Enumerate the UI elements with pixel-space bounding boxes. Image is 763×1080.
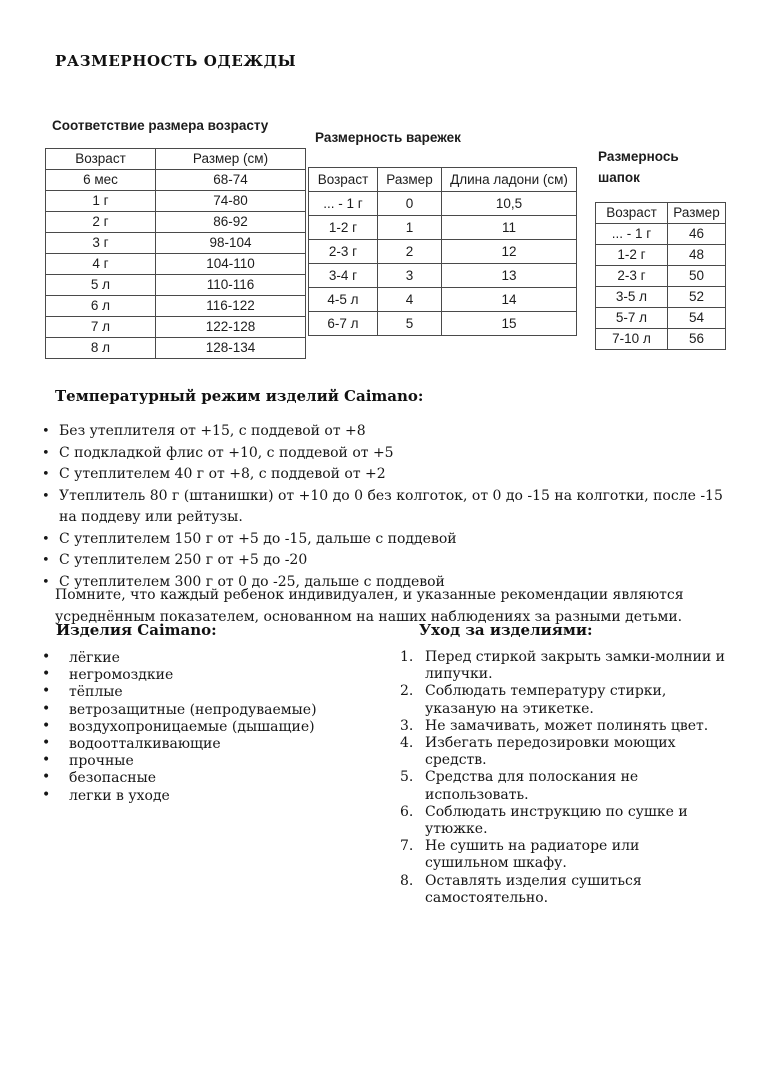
products-list [42,650,317,805]
table-cell: 14 [442,288,577,312]
list-item: • ветрозащитные (непродуваемые) [42,702,317,719]
mittens-table-title: Размерность варежек [315,130,461,145]
list-item: • безопасные [42,770,317,787]
table-row [46,317,306,338]
table-row [596,329,726,350]
list-item: Перед стиркой закрыть замки-молнии и липучки. [425,649,725,683]
table-cell: 8 л [46,338,156,359]
table-cell: 6 л [46,296,156,317]
table-row [46,338,306,359]
note-paragraph: Помните, что каждый ребенок индивидуален, и указанные рекомендации являются усреднённым показателем, основанном на наших наблюдениях за разными детьми. [55,587,684,625]
table-row [46,296,306,317]
column-header: Возраст [596,203,668,224]
table-cell: 10,5 [442,192,577,216]
table-row [309,192,577,216]
table-cell: 2 г [46,212,156,233]
table-cell: 50 [668,266,726,287]
list-item: • С утеплителем 40 г от +8, с поддевой от +2 [42,464,742,486]
table-row [596,266,726,287]
table-header-row [46,149,306,170]
list-item: • прочные [42,753,317,770]
table-cell: 98-104 [156,233,306,254]
table-cell: 54 [668,308,726,329]
hats-table [595,202,726,350]
table-cell: 46 [668,224,726,245]
size-age-table-title: Соответствие размера возрасту [52,118,269,133]
list-item: • воздухопроницаемые (дышащие) [42,719,317,736]
table-cell: 52 [668,287,726,308]
temperature-list [42,421,742,593]
table-row [46,170,306,191]
temperature-section-heading: Температурный режим изделий Caimano: [55,387,424,405]
table-cell: 15 [442,312,577,336]
list-item: • Утеплитель 80 г (штанишки) от +10 до 0 без колготок, от 0 до -15 на колготки, после -15 на поддеву или рейтузы. [42,486,742,529]
column-header: Возраст [46,149,156,170]
table-cell: 86-92 [156,212,306,233]
table-cell: ... - 1 г [596,224,668,245]
table-cell: 5-7 л [596,308,668,329]
list-item: • негромоздкие [42,667,317,684]
table-row [46,233,306,254]
table-cell: 116-122 [156,296,306,317]
table-row [596,224,726,245]
list-item: • С утеплителем 250 г от +5 до -20 [42,550,742,572]
table-row [46,212,306,233]
list-item: • лёгкие [42,650,317,667]
table-row [596,287,726,308]
hats-table-title: Размернось шапок [598,149,679,185]
list-item: Не замачивать, может полинять цвет. [425,717,709,734]
list-item: • С утеплителем 150 г от +5 до -15, дальше с поддевой [42,529,742,551]
table-cell: 12 [442,240,577,264]
table-cell: 122-128 [156,317,306,338]
list-item: • С подкладкой флис от +10, с поддевой от +5 [42,443,742,465]
table-cell: 68-74 [156,170,306,191]
table-cell: 1-2 г [596,245,668,266]
table-row [46,275,306,296]
size-age-table [45,148,306,359]
table-cell: 4 [378,288,442,312]
table-cell: 2-3 г [596,266,668,287]
table-cell: 0 [378,192,442,216]
table-cell: 3-5 л [596,287,668,308]
table-cell: 13 [442,264,577,288]
list-item: • водоотталкивающие [42,736,317,753]
table-cell: 7 л [46,317,156,338]
care-section-heading: Уход за изделиями: [419,621,593,639]
table-row [596,245,726,266]
table-row [309,240,577,264]
list-item: Не сушить на радиаторе или сушильном шкафу. [425,838,640,872]
table-row [46,254,306,275]
mittens-table [308,167,577,336]
table-cell: 11 [442,216,577,240]
table-cell: 6 мес [46,170,156,191]
table-header-row [596,203,726,224]
column-header: Размер [668,203,726,224]
table-row [596,308,726,329]
table-row [46,191,306,212]
table-cell: 128-134 [156,338,306,359]
list-item: • Без утеплителя от +15, с поддевой от +8 [42,421,742,443]
table-cell: 1 г [46,191,156,212]
products-section-heading: Изделия Caimano: [56,621,217,639]
column-header: Размер [378,168,442,192]
table-cell: 74-80 [156,191,306,212]
table-cell: 104-110 [156,254,306,275]
table-row [309,264,577,288]
table-cell: 48 [668,245,726,266]
list-item: • С утеплителем 300 г от 0 до -25, дальше с поддевой [42,572,742,594]
table-cell: 56 [668,329,726,350]
table-row [309,288,577,312]
table-cell: 3 [378,264,442,288]
list-item: Соблюдать температуру стирки, указаную на этикетке. [425,683,667,717]
column-header: Возраст [309,168,378,192]
table-header-row [309,168,577,192]
table-row [309,216,577,240]
list-item: Средства для полоскания не использовать. [425,769,639,803]
table-row [309,312,577,336]
list-item: Избегать передозировки моющих средств. [425,735,676,769]
list-item: • тёплые [42,684,317,701]
column-header: Размер (см) [156,149,306,170]
page-title: РАЗМЕРНОСТЬ ОДЕЖДЫ [55,52,297,70]
table-cell: 110-116 [156,275,306,296]
table-cell: 1-2 г [309,216,378,240]
table-cell: 3-4 г [309,264,378,288]
table-cell: 4-5 л [309,288,378,312]
table-cell: 2-3 г [309,240,378,264]
table-cell: 5 л [46,275,156,296]
table-cell: 5 [378,312,442,336]
list-item: Оставлять изделия сушиться самостоятельно. [425,872,642,906]
care-list [400,649,725,907]
table-cell: ... - 1 г [309,192,378,216]
table-cell: 4 г [46,254,156,275]
table-cell: 6-7 л [309,312,378,336]
list-item: Соблюдать инструкцию по сушке и утюжке. [425,803,688,838]
column-header: Длина ладони (см) [442,168,577,192]
table-cell: 1 [378,216,442,240]
list-item: • легки в уходе [42,788,317,805]
table-cell: 7-10 л [596,329,668,350]
table-cell: 2 [378,240,442,264]
table-cell: 3 г [46,233,156,254]
